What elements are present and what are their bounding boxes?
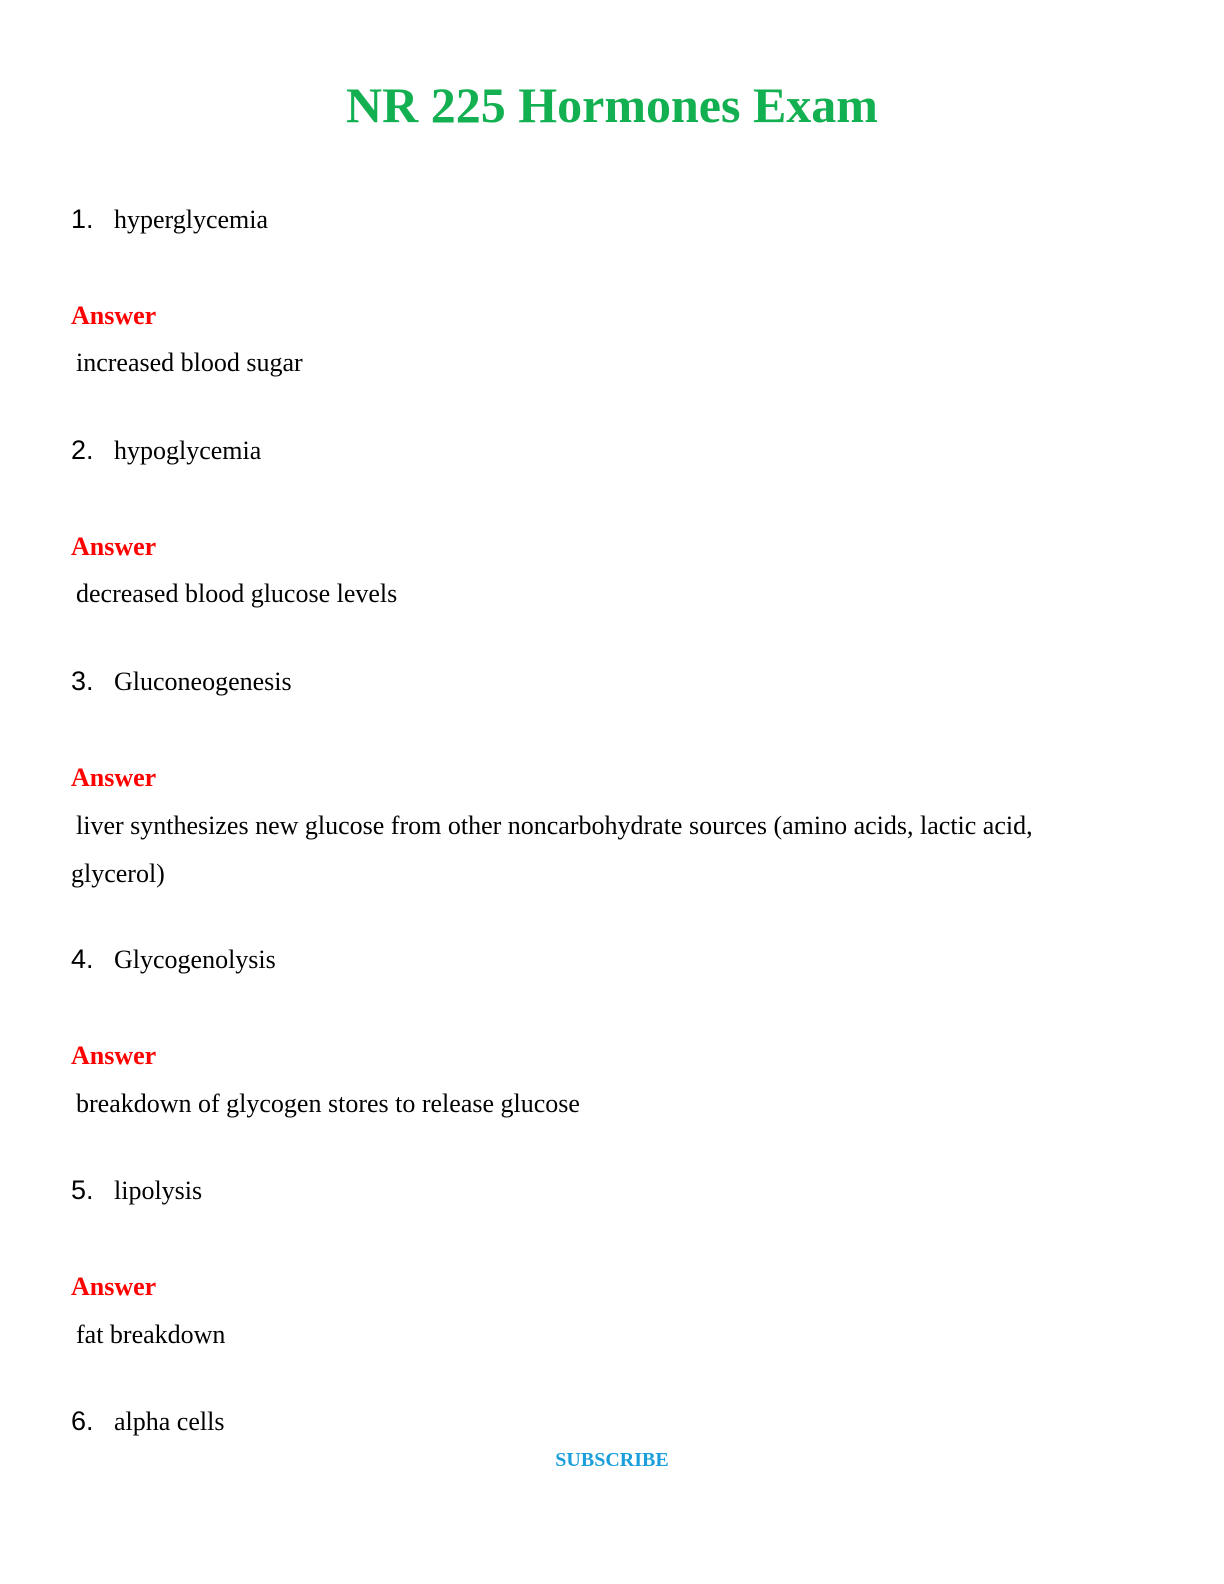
answer-label: Answer [71,301,157,330]
question-number: 6. [71,1406,94,1436]
answer-label: Answer [71,1272,157,1301]
answer-label: Answer [71,532,157,561]
question-term: hypoglycemia [114,436,262,465]
question-item [71,434,261,467]
question-item [71,1405,224,1438]
answer-text: liver synthesizes new glucose from other noncarbohydrate sources (amino acids, lactic acid, glycerol) [71,811,1033,888]
question-item [71,1174,202,1207]
answer-text: breakdown of glycogen stores to release glucose [76,1089,580,1118]
answer-text: fat breakdown [76,1320,226,1349]
question-number: 3. [71,666,94,696]
question-number: 5. [71,1175,94,1205]
question-term: lipolysis [114,1176,203,1205]
subscribe-link[interactable]: SUBSCRIBE [555,1449,669,1471]
question-number: 1. [71,204,94,234]
question-term: hyperglycemia [114,205,269,234]
question-item [71,665,292,698]
answer-text: increased blood sugar [76,348,303,377]
question-term: alpha cells [114,1407,225,1436]
answer-label: Answer [71,1041,157,1070]
page-title: NR 225 Hormones Exam [346,77,878,133]
question-number: 2. [71,435,94,465]
question-item [71,203,268,236]
question-term: Gluconeogenesis [114,667,292,696]
answer-label: Answer [71,763,157,792]
answer-text: decreased blood glucose levels [76,579,398,608]
question-item [71,943,276,976]
question-number: 4. [71,944,94,974]
question-term: Glycogenolysis [114,945,276,974]
